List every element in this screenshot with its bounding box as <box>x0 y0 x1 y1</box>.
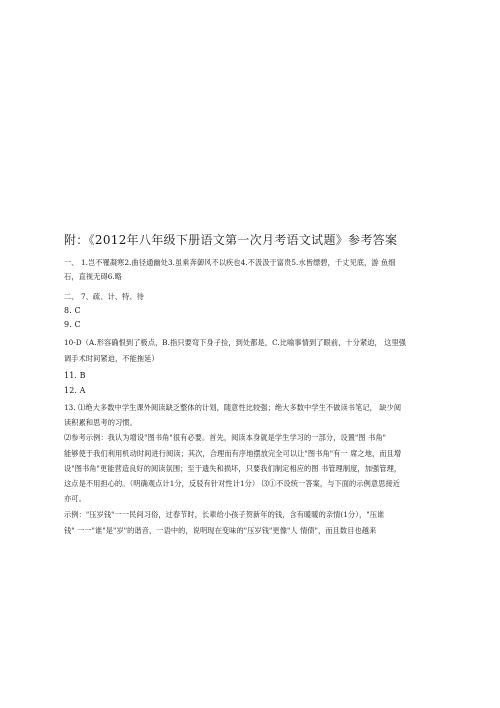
answer-line: 12. A <box>64 386 86 395</box>
answer-line: 8. C <box>64 306 81 315</box>
answer-line: 读积累和思考的习惯。 <box>64 418 137 427</box>
answer-line: ⑵参考示例：我认为增设"图书角"很有必要。首先，阅读本身就是学生学习的一部分，设置"图 书角" <box>64 433 387 442</box>
answer-line: 一、 1.岂不罹凝寒2.曲径通幽处3.虽乘奔御风不以疾也4.不汲汲于富贵5.水皆缥碧，千丈见底，游 鱼细 <box>64 258 396 267</box>
answer-line: 这点是不用担心的。（明确观点计1分，反驳有针对性计1分） ⑶①不设统一答案，与下面的示例意思接近 <box>64 479 401 488</box>
answer-line: 13. ⑴绝大多数中学生课外阅读缺乏整体的计划，随意性比较强；绝大多数中学生不做读书笔记， 缺少阅 <box>64 403 402 412</box>
answer-line: 设"图书角"更能营造良好的阅读氛围；至于遗失和损坏，只要我们制定相应的图 书管理制度，加强管理， <box>64 464 402 473</box>
answer-line: 11. B <box>64 371 86 380</box>
answer-line: 9. C <box>64 320 81 329</box>
answer-line: 钱" 一一"谁"是"岁"的谐音，一语中的，说明现在变味的"压岁钱"更像"人 情债"，而且数目也越来 <box>64 526 377 535</box>
answer-line: 示例："压岁钱"一一民间习俗，过春节时，长辈给小孩子贺新年的钱，含有暖暖的亲情(1分），"压谁 <box>64 510 385 519</box>
document-title: 附：《2012年八年级下册语文第一次月考语文试题》参考答案 <box>64 233 398 247</box>
answer-line: 10-D（A.形容确恨到了极点，B.指只要弯下身子捡，到处都是，C.比喻事情到了眼前，十分紧迫， 这里强 <box>64 338 407 347</box>
answer-line: 石，直视无碍6.略 <box>64 272 123 281</box>
answer-line: 二、 7、疏、计、特、待 <box>64 292 144 301</box>
answer-line: 亦可。 <box>64 494 86 503</box>
answer-line: 能够使于我们利用机动时间进行阅读；其次，合理而有序地摆放完全可以让"图书角"有一 席之地，而且增 <box>64 449 402 458</box>
answer-line: 调手术时间紧迫，不能拖延） <box>64 354 159 363</box>
